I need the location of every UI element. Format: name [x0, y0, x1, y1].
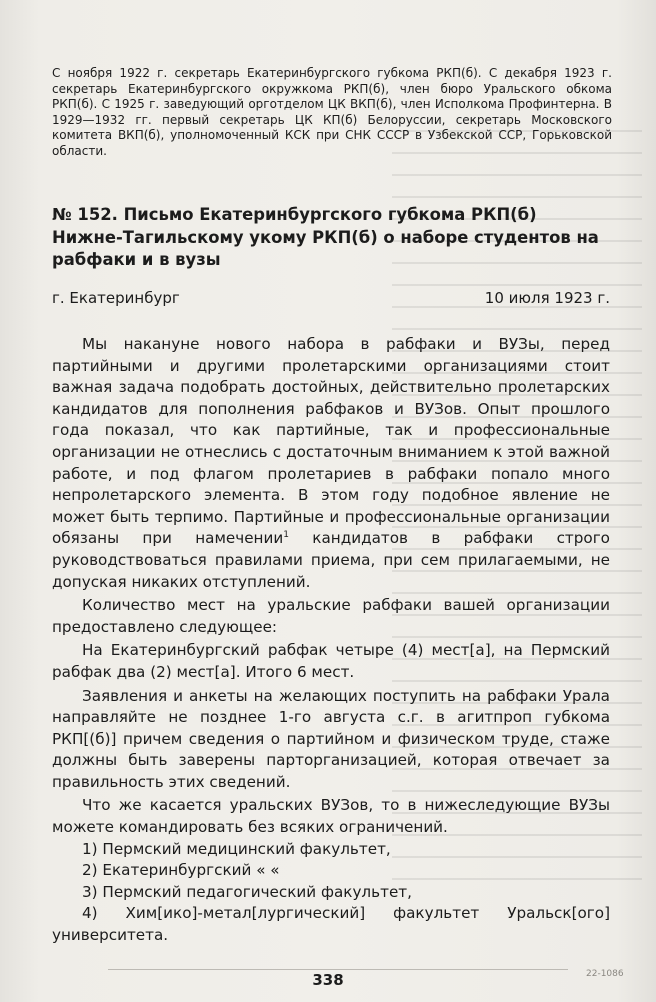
university-list: [52, 839, 610, 947]
paragraph-1: [52, 334, 610, 593]
printer-signature-mark: 22-1086: [586, 969, 624, 979]
document-date: 10 июля 1923 г.: [484, 289, 610, 307]
paragraph-4: Заявления и анкеты на желающих поступить на рабфаки Урала направляйте не позднее 1-го августа с.г. в агитпроп губкома РКП[(б)] причем сведения о партийном и физическом труде, стаже должны быть заверены парторганизацией, которая отвечает за правильность этих сведений.: [52, 686, 610, 791]
list-item: 3) Пермский педагогический факультет,: [82, 882, 412, 901]
paragraph-1-part-a: Мы накануне нового набора в рабфаки и ВУЗы, перед партийными и другими пролетарскими организациями стоит важная задача подобрать достойных, действительно пролетарских кандидатов для пополнения рабфаков и ВУЗов. Опыт прошлого года показал, что как партийные, так и профессиональные организации не отнеслись с достаточным вниманием к этой важной работе, и под флагом пролетариев в рабфаки попало много непролетарского элемента. В этом году подобное явление не может быть терпимо. Партийные и профессиональные организации обязаны при намечении: [52, 335, 610, 548]
document-place: г. Екатеринбург: [52, 289, 180, 307]
list-item: 4) Хим[ико]-метал[лургический] факультет Уральск[ого] университета.: [52, 904, 610, 945]
paragraph-5: Что же касается уральских ВУЗов, то в нижеследующие ВУЗы можете командировать без всяких ограничений.: [52, 796, 610, 837]
document-body: [52, 334, 610, 947]
page-footer-rule: [108, 969, 568, 970]
footnote-marker: 1: [283, 530, 289, 541]
list-item: 1) Пермский медицинский факультет,: [82, 839, 391, 858]
paragraph-1-part-b: кандидатов в рабфаки строго руководствоваться правилами приема, при сем прилагаемыми, не допуская никаких отступлений.: [52, 529, 610, 591]
paragraph-2: Количество мест на уральские рабфаки вашей организации предоставлено следующее:: [52, 596, 610, 636]
place-date-line: [52, 289, 610, 307]
previous-footnote-text: С ноября 1922 г. секретарь Екатеринбургского губкома РКП(б). С декабря 1923 г. секретарь Екатеринбургского окружкома РКП(б), член бюро Уральского обкома РКП(б). С 1925 г. заведующий орготделом ЦК ВКП(б), член Исполкома Профинтерна. В 1929—1932 гг. первый секретарь ЦК КП(б) Белоруссии, секретарь Московского комитета ВКП(б), уполномоченный КСК при СНК СССР в Узбекской ССР, Горьковской области.: [52, 66, 612, 158]
page-number: 338: [312, 971, 344, 989]
paragraph-3: На Екатеринбургский рабфак четыре (4) мест[а], на Пермский рабфак два (2) мест[а]. Итого 6 мест.: [52, 641, 610, 681]
document-heading: № 152. Письмо Екатеринбургского губкома РКП(б) Нижне-Тагильскому укому РКП(б) о наборе студентов на рабфаки и в вузы: [52, 205, 599, 269]
list-item: 2) Екатеринбургский « «: [82, 861, 280, 880]
